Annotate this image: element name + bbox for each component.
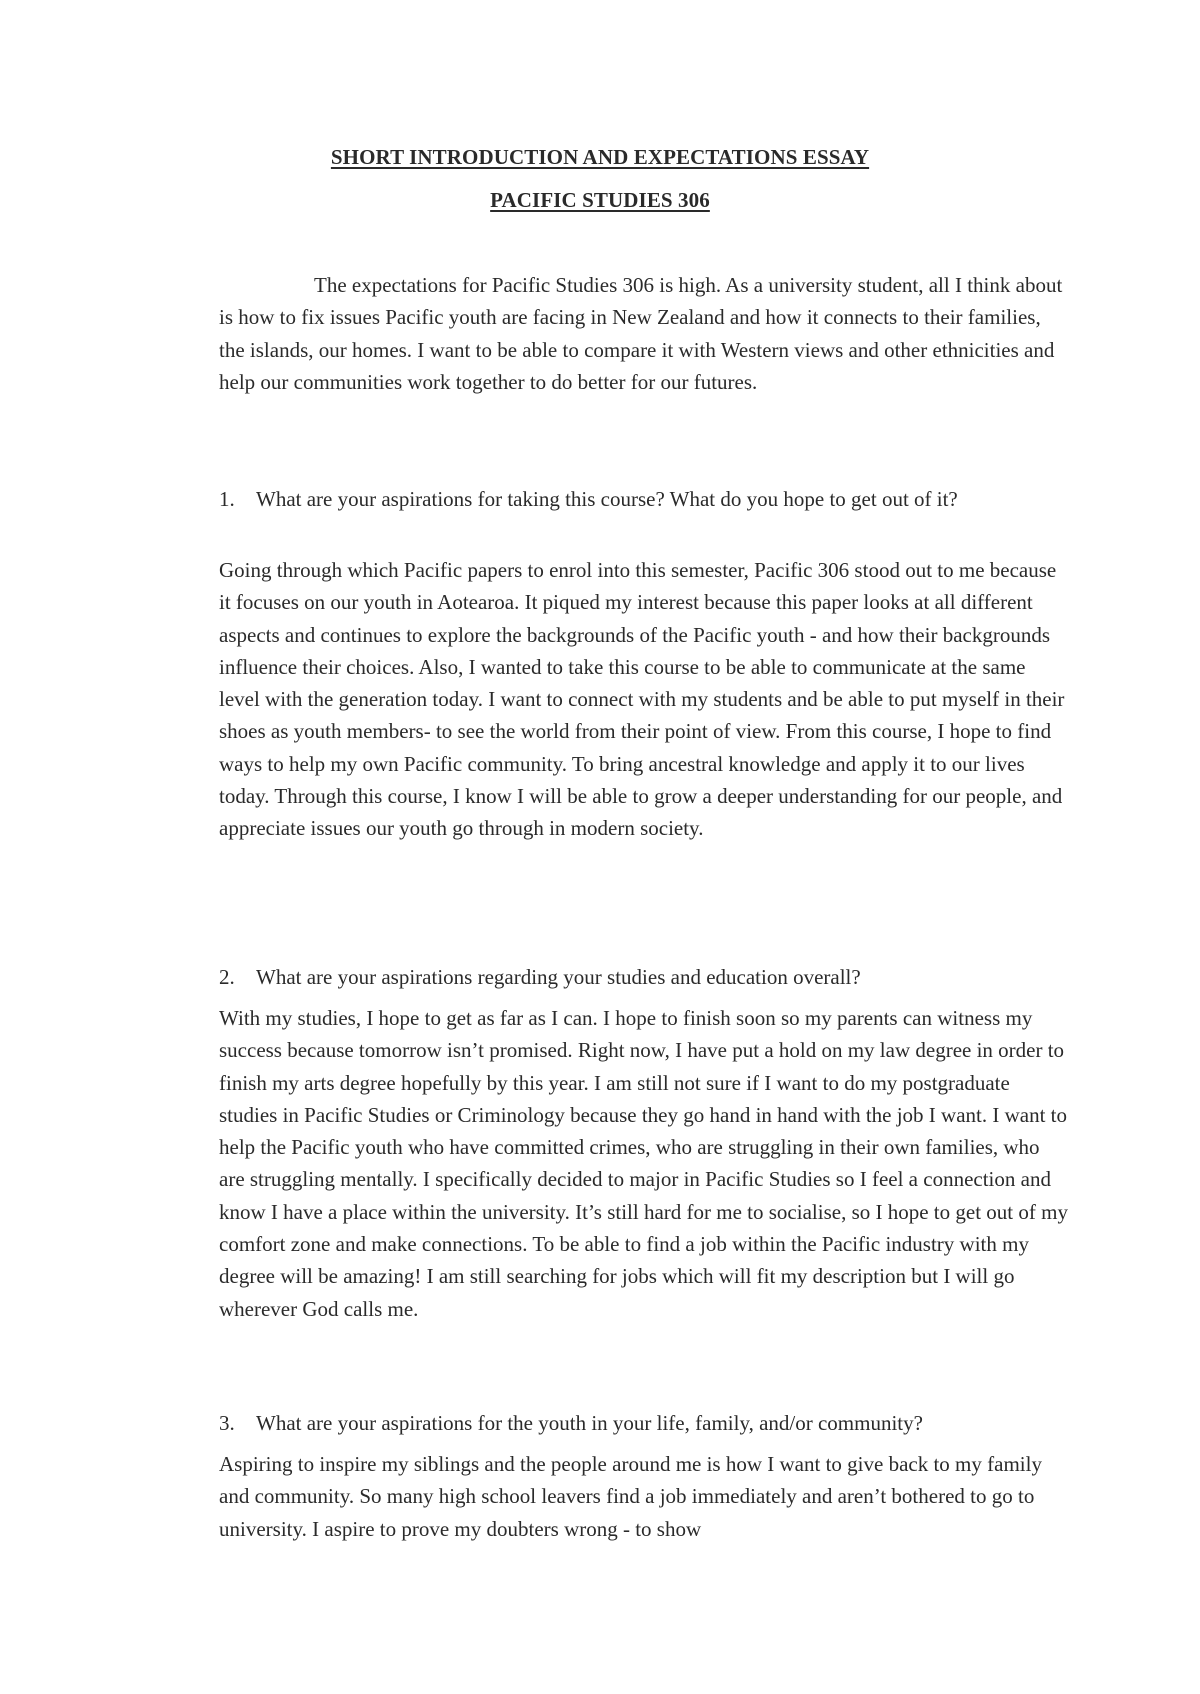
question-3 [219,1408,1069,1439]
question-2-text: What are your aspirations regarding your studies and education overall? [256,965,861,989]
question-3-number: 3. [219,1411,235,1435]
answer-1: Going through which Pacific papers to enrol into this semester, Pacific 306 stood out to me because it focuses on our youth in Aotearoa. It piqued my interest because this paper looks at all different aspects and continues to explore the backgrounds of the Pacific youth - and how their backgrounds influence their choices. Also, I wanted to take this course to be able to communicate at the same level with the generation today. I want to connect with my students and be able to put myself in their shoes as youth members- to see the world from their point of view. From this course, I hope to find ways to help my own Pacific community. To bring ancestral knowledge and apply it to our lives today. Through this course, I know I will be able to grow a deeper understanding for our people, and appreciate issues our youth go through in modern society. [219,558,1065,841]
document-title: SHORT INTRODUCTION AND EXPECTATIONS ESSAY [330,145,870,169]
answer-3: Aspiring to inspire my siblings and the people around me is how I want to give back to my family and community. So many high school leavers find a job immediately and aren’t bothered to go to university. I aspire to prove my doubters wrong - to show [219,1452,1042,1541]
question-3-text: What are your aspirations for the youth in your life, family, and/or community? [256,1411,923,1435]
intro-paragraph: The expectations for Pacific Studies 306 is high. As a university student, all I think about is how to fix issues Pacific youth are facing in New Zealand and how it connects to their families, the islands, our homes. I want to be able to compare it with Western views and other ethnicities and help our communities work together to do better for our futures. [219,273,1063,394]
answer-2: With my studies, I hope to get as far as I can. I hope to finish soon so my parents can witness my success because tomorrow isn’t promised. Right now, I have put a hold on my law degree in order to finish my arts degree hopefully by this year. I am still not sure if I want to do my postgraduate studies in Pacific Studies or Criminology because they go hand in hand with the job I want. I want to help the Pacific youth who have committed crimes, who are struggling in their own families, who are struggling mentally. I specifically decided to major in Pacific Studies so I feel a connection and know I have a place within the university. It’s still hard for me to socialise, so I hope to get out of my comfort zone and make connections. To be able to find a job within the Pacific industry with my degree will be amazing! I am still searching for jobs which will fit my description but I will go wherever God calls me. [219,1006,1068,1321]
question-1 [219,484,1069,515]
document-subtitle: PACIFIC STUDIES 306 [490,188,710,212]
question-1-text: What are your aspirations for taking this course? What do you hope to get out of it? [256,487,958,511]
question-2 [219,962,1069,993]
question-1-number: 1. [219,487,235,511]
question-2-number: 2. [219,965,235,989]
